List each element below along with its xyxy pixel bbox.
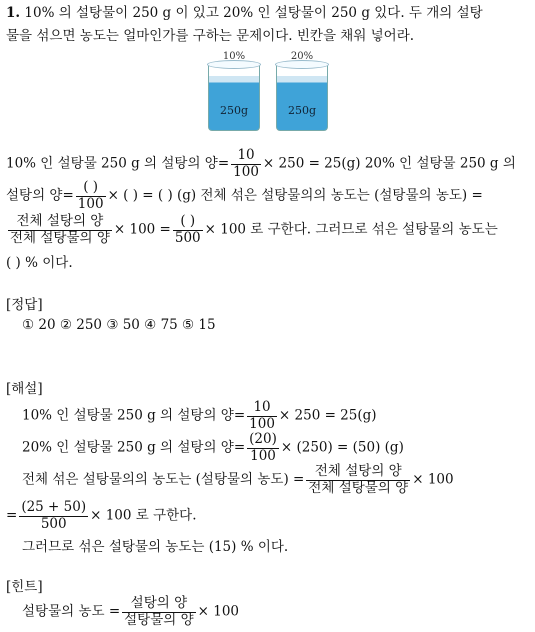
explanation-line-5: 그러므로 섞은 설탕물의 농도는 (15) % 이다.: [22, 539, 289, 555]
text: 전체 섞은 설탕물의의 농도는 (설탕물의 농도) =: [22, 471, 305, 488]
text: 설탕물의 농도 =: [22, 603, 121, 620]
numerator: 전체 설탕의 양: [306, 464, 410, 481]
beaker-percent-label: 20%: [290, 51, 314, 62]
text: 10% 인 설탕물 250 g 의 설탕의 양=: [6, 155, 230, 172]
denominator: 100: [233, 163, 259, 180]
text: × ( ) = ( ) (g) 전체 섞은 설탕물의의 농도는 (설탕물의 농도) =: [107, 187, 483, 204]
text: × 250 = 25(g) 20% 인 설탕물 250 g 의: [262, 155, 516, 172]
denominator: 전체 설탕물의 양: [10, 229, 110, 246]
text: × 100: [412, 471, 454, 488]
text: × 100 =: [113, 221, 171, 238]
problem-line-2: 물을 섞으면 농도는 얼마인가를 구하는 문제이다. 빈칸을 채워 넣어라.: [6, 28, 415, 44]
numerator: 10: [231, 148, 261, 165]
body-line-1: [6, 148, 516, 180]
problem-text-1: 10% 의 설탕물이 250 g 이 있고 20% 인 설탕물이 250 g 있다. 두 개의 설탕: [24, 5, 483, 21]
beaker-volume-label: 250g: [219, 104, 249, 117]
numerator: (20): [249, 431, 277, 447]
denominator: 100: [250, 447, 276, 464]
hint-line-1: [22, 596, 239, 628]
text: × 250 = 25(g): [278, 407, 377, 424]
numerator: 10: [247, 400, 277, 417]
explanation-line-4: [6, 500, 197, 532]
numerator: 설탕의 양: [122, 596, 196, 613]
numerator: (25 + 50): [21, 499, 87, 515]
answer-title: [정답]: [6, 297, 43, 313]
beaker-10-percent: [208, 51, 260, 131]
fraction: [247, 432, 279, 464]
denominator: 100: [77, 195, 104, 212]
body-line-4: ( ) % 이다.: [6, 255, 73, 271]
explanation-line-1: [22, 400, 377, 432]
fraction: [8, 214, 112, 246]
beaker-volume-label: 250g: [287, 104, 317, 117]
explanation-line-3: [22, 464, 454, 496]
fraction: [76, 180, 106, 212]
fraction: [122, 596, 196, 628]
denominator: 설탕물의 양: [124, 611, 194, 628]
text: 20% 인 설탕물 250 g 의 설탕의 양=: [22, 439, 246, 456]
beaker-figure: [204, 51, 334, 132]
answer-content: ① 20 ② 250 ③ 50 ④ 75 ⑤ 15: [22, 317, 216, 333]
denominator: 100: [249, 415, 275, 432]
text: =: [6, 507, 18, 524]
numerator: ( ): [173, 214, 203, 231]
fraction: [247, 400, 277, 432]
explanation-line-2: [22, 432, 404, 464]
text: × 100: [197, 603, 240, 620]
body-line-2: [6, 180, 483, 212]
problem-number: 1.: [6, 5, 21, 21]
text: 설탕의 양=: [6, 187, 74, 204]
denominator: 500: [40, 515, 67, 532]
beaker-20-percent: [276, 51, 328, 131]
hint-title: [힌트]: [6, 579, 43, 595]
text: × (250) = (50) (g): [280, 439, 404, 456]
fraction: [231, 148, 261, 180]
denominator: 전체 설탕물의 양: [308, 479, 409, 496]
text: 10% 인 설탕물 250 g 의 설탕의 양=: [22, 407, 246, 424]
problem-line-1: [6, 1, 483, 21]
denominator: 500: [174, 229, 201, 246]
text: × 100 로 구한다.: [90, 507, 197, 524]
fraction: [306, 464, 410, 496]
text: × 100 로 구한다. 그러므로 섞은 설탕물의 농도는: [204, 221, 498, 238]
fraction: [173, 214, 203, 246]
explanation-title: [해설]: [6, 381, 43, 397]
fraction: [19, 500, 88, 532]
beaker-percent-label: 10%: [222, 51, 246, 62]
body-line-3: [6, 214, 498, 246]
numerator: ( ): [76, 180, 106, 197]
numerator: 전체 설탕의 양: [8, 214, 112, 231]
